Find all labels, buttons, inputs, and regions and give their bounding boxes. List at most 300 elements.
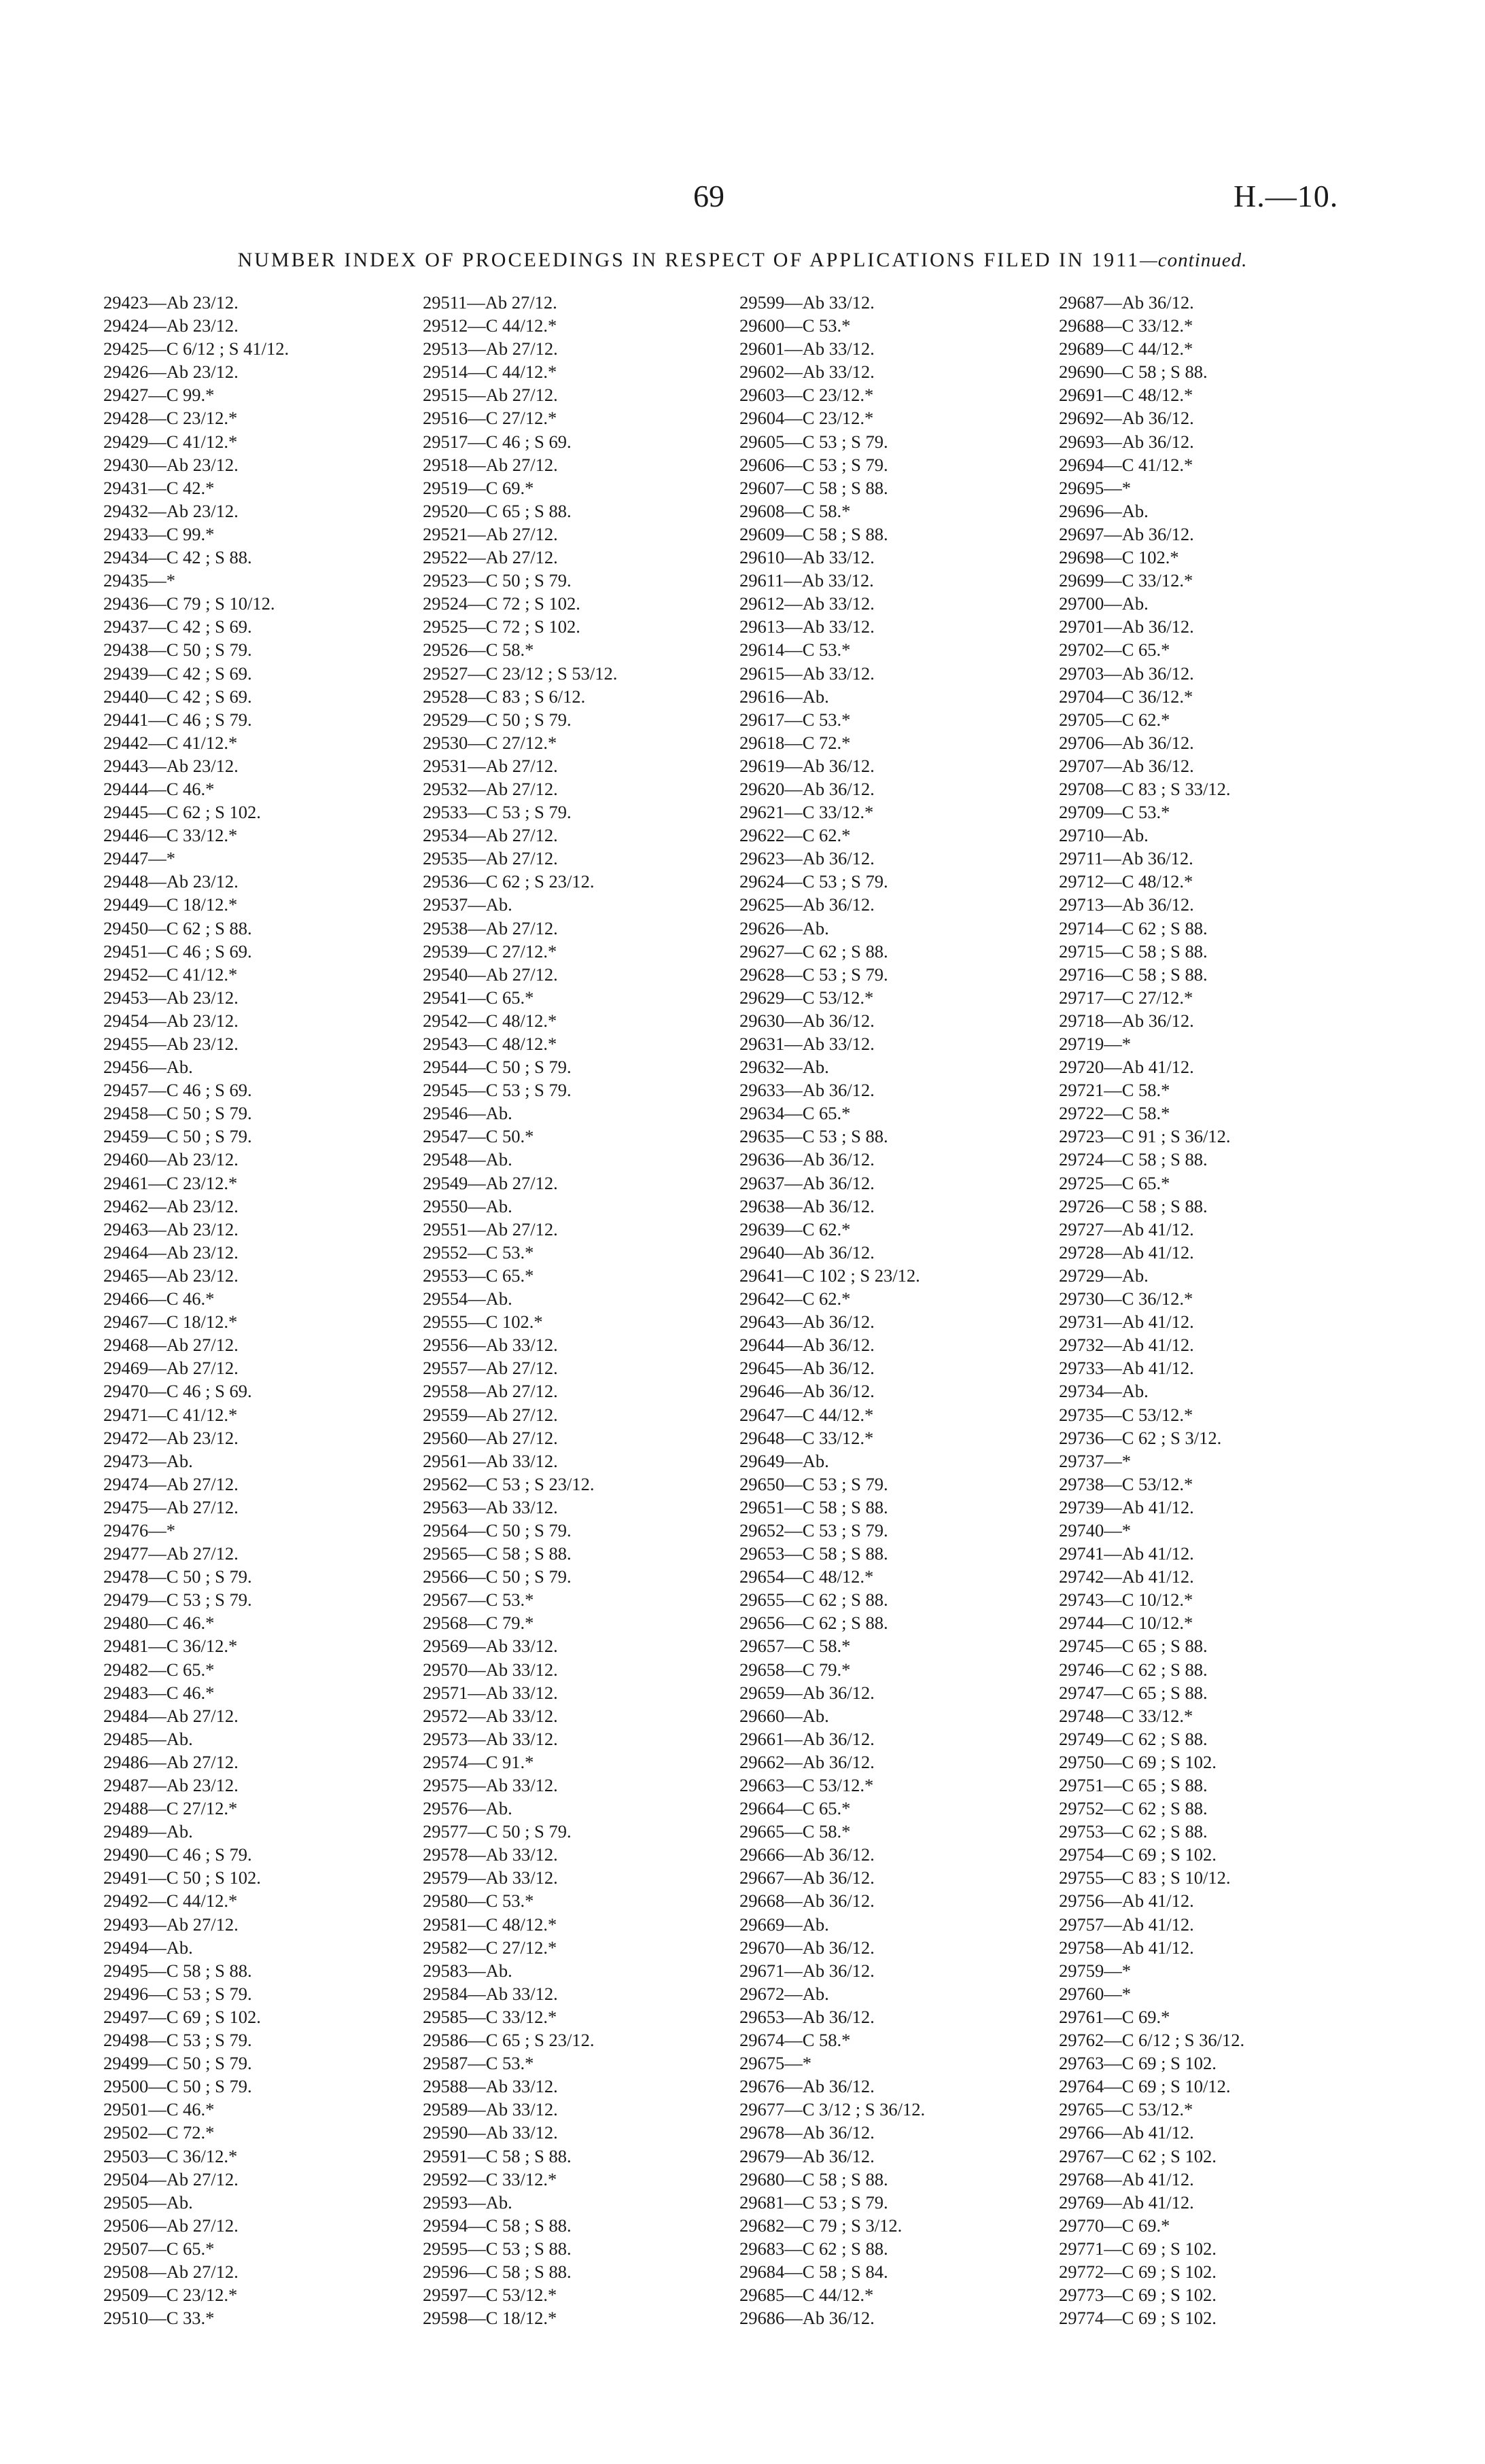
index-entry: 29759—*	[1059, 1960, 1131, 1981]
index-entry: 29557—Ab 27/12.	[423, 1358, 558, 1379]
index-entry: 29476—*	[103, 1519, 175, 1541]
index-entry: 29582—C 27/12.*	[423, 1937, 557, 1958]
index-column-3	[739, 291, 925, 2329]
index-entry: 29747—C 65 ; S 88.	[1059, 1682, 1208, 1703]
index-entry: 29742—Ab 41/12.	[1059, 1566, 1194, 1587]
index-entry: 29592—C 33/12.*	[423, 2168, 557, 2189]
index-entry: 29530—C 27/12.*	[423, 732, 557, 753]
index-entry: 29524—C 72 ; S 102.	[423, 593, 580, 614]
index-entry: 29757—Ab 41/12.	[1059, 1914, 1194, 1935]
index-entry: 29502—C 72.*	[103, 2122, 215, 2143]
index-entry: 29670—Ab 36/12.	[739, 1937, 875, 1958]
index-entry: 29730—C 36/12.*	[1059, 1288, 1193, 1309]
index-entry: 29754—C 69 ; S 102.	[1059, 1844, 1217, 1865]
index-entry: 29732—Ab 41/12.	[1059, 1335, 1194, 1356]
index-entry: 29484—Ab 27/12.	[103, 1705, 239, 1726]
index-entry: 29451—C 46 ; S 69.	[103, 940, 252, 962]
index-entry: 29467—C 18/12.*	[103, 1312, 238, 1333]
index-entry: 29721—C 58.*	[1059, 1080, 1170, 1101]
index-entry: 29740—*	[1059, 1519, 1131, 1541]
index-entry: 29707—Ab 36/12.	[1059, 755, 1194, 776]
index-entry: 29680—C 58 ; S 88.	[739, 2168, 888, 2189]
index-entry: 29505—Ab.	[103, 2192, 193, 2213]
index-entry: 29518—Ab 27/12.	[423, 454, 558, 475]
index-entry: 29545—C 53 ; S 79.	[423, 1080, 572, 1101]
index-title-continued: —continued.	[1140, 249, 1248, 271]
index-entry: 29458—C 50 ; S 79.	[103, 1103, 252, 1124]
index-entry: 29752—C 62 ; S 88.	[1059, 1798, 1208, 1819]
index-entry: 29620—Ab 36/12.	[739, 778, 875, 799]
index-entry: 29423—Ab 23/12.	[103, 292, 239, 313]
index-entry: 29541—C 65.*	[423, 987, 534, 1008]
index-entry: 29627—C 62 ; S 88.	[739, 940, 888, 962]
index-entry: 29763—C 69 ; S 102.	[1059, 2053, 1217, 2074]
index-entry: 29610—Ab 33/12.	[739, 547, 875, 568]
index-entry: 29536—C 62 ; S 23/12.	[423, 871, 595, 892]
index-entry: 29665—C 58.*	[739, 1821, 851, 1842]
index-entry: 29574—C 91.*	[423, 1751, 534, 1772]
index-entry: 29735—C 53/12.*	[1059, 1404, 1193, 1425]
index-entry: 29594—C 58 ; S 88.	[423, 2215, 572, 2236]
index-entry: 29577—C 50 ; S 79.	[423, 1821, 572, 1842]
index-entry: 29488—C 27/12.*	[103, 1798, 238, 1819]
index-entry: 29431—C 42.*	[103, 477, 215, 498]
index-entry: 29595—C 53 ; S 88.	[423, 2238, 572, 2259]
index-entry: 29653—Ab 36/12.	[739, 2006, 875, 2027]
index-entry: 29746—C 62 ; S 88.	[1059, 1659, 1208, 1680]
index-entry: 29605—C 53 ; S 79.	[739, 431, 888, 452]
index-entry: 29675—*	[739, 2053, 811, 2074]
index-entry: 29686—Ab 36/12.	[739, 2308, 875, 2329]
index-entry: 29600—C 53.*	[739, 315, 851, 336]
index-entry: 29569—Ab 33/12.	[423, 1636, 558, 1657]
index-entry: 29621—C 33/12.*	[739, 802, 874, 823]
index-entry: 29499—C 50 ; S 79.	[103, 2053, 252, 2074]
index-entry: 29507—C 65.*	[103, 2238, 215, 2259]
index-entry: 29714—C 62 ; S 88.	[1059, 917, 1208, 938]
index-entry: 29676—Ab 36/12.	[739, 2076, 875, 2097]
index-entry: 29547—C 50.*	[423, 1126, 534, 1147]
index-entry: 29494—Ab.	[103, 1937, 193, 1958]
index-entry: 29490—C 46 ; S 79.	[103, 1844, 252, 1865]
index-entry: 29506—Ab 27/12.	[103, 2215, 239, 2236]
index-entry: 29509—C 23/12.*	[103, 2285, 238, 2306]
index-entry: 29663—C 53/12.*	[739, 1775, 874, 1795]
index-entry: 29695—*	[1059, 477, 1131, 498]
index-entry: 29563—Ab 33/12.	[423, 1496, 558, 1517]
index-entry: 29481—C 36/12.*	[103, 1636, 238, 1657]
index-entry: 29591—C 58 ; S 88.	[423, 2145, 572, 2166]
index-entry: 29424—Ab 23/12.	[103, 315, 239, 336]
index-entry: 29572—Ab 33/12.	[423, 1705, 558, 1726]
index-entry: 29616—Ab.	[739, 686, 829, 707]
index-entry: 29539—C 27/12.*	[423, 940, 557, 962]
index-entry: 29597—C 53/12.*	[423, 2285, 557, 2306]
index-entry: 29705—C 62.*	[1059, 709, 1170, 730]
index-entry: 29521—Ab 27/12.	[423, 523, 558, 544]
index-entry: 29683—C 62 ; S 88.	[739, 2238, 888, 2259]
index-entry: 29498—C 53 ; S 79.	[103, 2030, 252, 2051]
index-entry: 29756—Ab 41/12.	[1059, 1890, 1194, 1912]
index-entry: 29624—C 53 ; S 79.	[739, 871, 888, 892]
index-entry: 29729—Ab.	[1059, 1265, 1149, 1286]
index-entry: 29701—Ab 36/12.	[1059, 616, 1194, 637]
index-entry: 29444—C 46.*	[103, 778, 215, 799]
index-entry: 29640—Ab 36/12.	[739, 1242, 875, 1263]
index-entry: 29456—Ab.	[103, 1057, 193, 1078]
index-entry: 29713—Ab 36/12.	[1059, 894, 1194, 915]
index-entry: 29669—Ab.	[739, 1914, 829, 1935]
index-entry: 29546—Ab.	[423, 1103, 512, 1124]
index-entry: 29738—C 53/12.*	[1059, 1473, 1193, 1494]
index-entry: 29625—Ab 36/12.	[739, 894, 875, 915]
index-entry: 29699—C 33/12.*	[1059, 570, 1193, 591]
index-entry: 29584—Ab 33/12.	[423, 1983, 558, 2004]
index-entry: 29528—C 83 ; S 6/12.	[423, 686, 586, 707]
index-entry: 29696—Ab.	[1059, 500, 1149, 521]
index-entry: 29585—C 33/12.*	[423, 2006, 557, 2027]
index-entry: 29440—C 42 ; S 69.	[103, 686, 252, 707]
index-entry: 29631—Ab 33/12.	[739, 1034, 875, 1054]
index-entry: 29644—Ab 36/12.	[739, 1335, 875, 1356]
index-entry: 29567—C 53.*	[423, 1589, 534, 1611]
index-entry: 29435—*	[103, 570, 175, 591]
index-entry: 29583—Ab.	[423, 1960, 512, 1981]
index-entry: 29637—Ab 36/12.	[739, 1172, 875, 1193]
index-entry: 29473—Ab.	[103, 1450, 193, 1471]
index-entry: 29606—C 53 ; S 79.	[739, 454, 888, 475]
index-entry: 29634—C 65.*	[739, 1103, 851, 1124]
index-entry: 29681—C 53 ; S 79.	[739, 2192, 888, 2213]
index-entry: 29690—C 58 ; S 88.	[1059, 362, 1208, 383]
index-entry: 29436—C 79 ; S 10/12.	[103, 593, 275, 614]
index-entry: 29617—C 53.*	[739, 709, 851, 730]
index-entry: 29635—C 53 ; S 88.	[739, 1126, 888, 1147]
index-entry: 29623—Ab 36/12.	[739, 848, 875, 869]
index-entry: 29666—Ab 36/12.	[739, 1844, 875, 1865]
index-entry: 29487—Ab 23/12.	[103, 1775, 239, 1795]
index-entry: 29667—Ab 36/12.	[739, 1867, 875, 1888]
index-entry: 29537—Ab.	[423, 894, 512, 915]
index-entry: 29650—C 53 ; S 79.	[739, 1473, 888, 1494]
index-entry: 29753—C 62 ; S 88.	[1059, 1821, 1208, 1842]
index-entry: 29758—Ab 41/12.	[1059, 1937, 1194, 1958]
index-entry: 29460—Ab 23/12.	[103, 1149, 239, 1170]
index-entry: 29692—Ab 36/12.	[1059, 408, 1194, 429]
index-entry: 29465—Ab 23/12.	[103, 1265, 239, 1286]
index-entry: 29446—C 33/12.*	[103, 825, 238, 846]
index-entry: 29581—C 48/12.*	[423, 1914, 557, 1935]
index-entry: 29540—Ab 27/12.	[423, 964, 558, 985]
index-entry: 29601—Ab 33/12.	[739, 338, 875, 359]
index-entry: 29562—C 53 ; S 23/12.	[423, 1473, 595, 1494]
index-entry: 29531—Ab 27/12.	[423, 755, 558, 776]
index-entry: 29691—C 48/12.*	[1059, 385, 1193, 406]
index-entry: 29454—Ab 23/12.	[103, 1010, 239, 1031]
index-entry: 29647—C 44/12.*	[739, 1404, 874, 1425]
index-entry: 29718—Ab 36/12.	[1059, 1010, 1194, 1031]
index-entry: 29704—C 36/12.*	[1059, 686, 1193, 707]
index-entry: 29741—Ab 41/12.	[1059, 1543, 1194, 1564]
index-entry: 29648—C 33/12.*	[739, 1427, 874, 1448]
index-entry: 29579—Ab 33/12.	[423, 1867, 558, 1888]
index-entry: 29717—C 27/12.*	[1059, 987, 1193, 1008]
index-entry: 29749—C 62 ; S 88.	[1059, 1728, 1208, 1749]
index-entry: 29668—Ab 36/12.	[739, 1890, 875, 1912]
index-entry: 29615—Ab 33/12.	[739, 663, 875, 684]
index-entry: 29474—Ab 27/12.	[103, 1473, 239, 1494]
index-entry: 29656—C 62 ; S 88.	[739, 1613, 888, 1634]
index-entry: 29514—C 44/12.*	[423, 362, 557, 383]
index-entry: 29760—*	[1059, 1983, 1131, 2004]
index-entry: 29654—C 48/12.*	[739, 1566, 874, 1587]
index-entry: 29589—Ab 33/12.	[423, 2099, 558, 2120]
index-entry: 29698—C 102.*	[1059, 547, 1179, 568]
index-entry: 29703—Ab 36/12.	[1059, 663, 1194, 684]
index-entry: 29646—Ab 36/12.	[739, 1381, 875, 1402]
index-entry: 29755—C 83 ; S 10/12.	[1059, 1867, 1231, 1888]
index-entry: 29771—C 69 ; S 102.	[1059, 2238, 1217, 2259]
index-entry: 29515—Ab 27/12.	[423, 385, 558, 406]
index-entry: 29734—Ab.	[1059, 1381, 1149, 1402]
index-entry: 29503—C 36/12.*	[103, 2145, 238, 2166]
index-entry: 29599—Ab 33/12.	[739, 292, 875, 313]
index-entry: 29657—C 58.*	[739, 1636, 851, 1657]
index-entry: 29773—C 69 ; S 102.	[1059, 2285, 1217, 2306]
index-entry: 29568—C 79.*	[423, 1613, 534, 1634]
index-entry: 29573—Ab 33/12.	[423, 1728, 558, 1749]
index-entry: 29682—C 79 ; S 3/12.	[739, 2215, 903, 2236]
index-entry: 29603—C 23/12.*	[739, 385, 874, 406]
index-entry: 29491—C 50 ; S 102.	[103, 1867, 261, 1888]
index-entry: 29523—C 50 ; S 79.	[423, 570, 572, 591]
index-entry: 29727—Ab 41/12.	[1059, 1218, 1194, 1239]
index-entry: 29483—C 46.*	[103, 1682, 215, 1703]
index-entry: 29710—Ab.	[1059, 825, 1149, 846]
index-entry: 29731—Ab 41/12.	[1059, 1312, 1194, 1333]
index-entry: 29439—C 42 ; S 69.	[103, 663, 252, 684]
index-entry: 29513—Ab 27/12.	[423, 338, 558, 359]
index-entry: 29719—*	[1059, 1034, 1131, 1054]
index-entry: 29725—C 65.*	[1059, 1172, 1170, 1193]
index-title	[0, 249, 1485, 272]
index-entry: 29649—Ab.	[739, 1450, 829, 1471]
index-entry: 29684—C 58 ; S 84.	[739, 2261, 888, 2282]
index-entry: 29743—C 10/12.*	[1059, 1589, 1193, 1611]
index-entry: 29694—C 41/12.*	[1059, 454, 1193, 475]
index-entry: 29438—C 50 ; S 79.	[103, 639, 252, 661]
index-entry: 29720—Ab 41/12.	[1059, 1057, 1194, 1078]
index-entry: 29659—Ab 36/12.	[739, 1682, 875, 1703]
index-entry: 29555—C 102.*	[423, 1312, 543, 1333]
index-entry: 29497—C 69 ; S 102.	[103, 2006, 261, 2027]
index-entry: 29622—C 62.*	[739, 825, 851, 846]
index-entry: 29566—C 50 ; S 79.	[423, 1566, 572, 1587]
index-entry: 29561—Ab 33/12.	[423, 1450, 558, 1471]
index-entry: 29455—Ab 23/12.	[103, 1034, 239, 1054]
index-entry: 29570—Ab 33/12.	[423, 1659, 558, 1680]
index-entry: 29552—C 53.*	[423, 1242, 534, 1263]
index-entry: 29449—C 18/12.*	[103, 894, 238, 915]
index-entry: 29737—*	[1059, 1450, 1131, 1471]
index-entry: 29447—*	[103, 848, 175, 869]
index-entry: 29764—C 69 ; S 10/12.	[1059, 2076, 1231, 2097]
index-column-4	[1059, 291, 1244, 2329]
index-entry: 29608—C 58.*	[739, 500, 851, 521]
index-entry: 29655—C 62 ; S 88.	[739, 1589, 888, 1611]
index-entry: 29522—Ab 27/12.	[423, 547, 558, 568]
index-entry: 29526—C 58.*	[423, 639, 534, 661]
index-entry: 29593—Ab.	[423, 2192, 512, 2213]
index-entry: 29486—Ab 27/12.	[103, 1751, 239, 1772]
index-entry: 29772—C 69 ; S 102.	[1059, 2261, 1217, 2282]
index-entry: 29770—C 69.*	[1059, 2215, 1170, 2236]
index-entry: 29432—Ab 23/12.	[103, 500, 239, 521]
index-entry: 29478—C 50 ; S 79.	[103, 1566, 252, 1587]
document-code: H.—10.	[1234, 179, 1339, 213]
index-entry: 29678—Ab 36/12.	[739, 2122, 875, 2143]
index-entry: 29463—Ab 23/12.	[103, 1218, 239, 1239]
index-entry: 29548—Ab.	[423, 1149, 512, 1170]
index-entry: 29697—Ab 36/12.	[1059, 523, 1194, 544]
index-entry: 29485—Ab.	[103, 1728, 193, 1749]
index-entry: 29651—C 58 ; S 88.	[739, 1496, 888, 1517]
index-entry: 29614—C 53.*	[739, 639, 851, 661]
index-entry: 29609—C 58 ; S 88.	[739, 523, 888, 544]
index-entry: 29643—Ab 36/12.	[739, 1312, 875, 1333]
index-entry: 29469—Ab 27/12.	[103, 1358, 239, 1379]
index-entry: 29612—Ab 33/12.	[739, 593, 875, 614]
index-entry: 29739—Ab 41/12.	[1059, 1496, 1194, 1517]
index-entry: 29652—C 53 ; S 79.	[739, 1519, 888, 1541]
index-entry: 29641—C 102 ; S 23/12.	[739, 1265, 920, 1286]
index-entry: 29613—Ab 33/12.	[739, 616, 875, 637]
index-entry: 29492—C 44/12.*	[103, 1890, 238, 1912]
index-entry: 29442—C 41/12.*	[103, 732, 238, 753]
index-entry: 29434—C 42 ; S 88.	[103, 547, 252, 568]
index-entry: 29578—Ab 33/12.	[423, 1844, 558, 1865]
index-entry: 29750—C 69 ; S 102.	[1059, 1751, 1217, 1772]
index-entry: 29664—C 65.*	[739, 1798, 851, 1819]
index-entry: 29441—C 46 ; S 79.	[103, 709, 252, 730]
index-entry: 29685—C 44/12.*	[739, 2285, 874, 2306]
index-entry: 29633—Ab 36/12.	[739, 1080, 875, 1101]
index-entry: 29671—Ab 36/12.	[739, 1960, 875, 1981]
index-entry: 29604—C 23/12.*	[739, 408, 874, 429]
index-entry: 29459—C 50 ; S 79.	[103, 1126, 252, 1147]
index-entry: 29774—C 69 ; S 102.	[1059, 2308, 1217, 2329]
index-entry: 29533—C 53 ; S 79.	[423, 802, 572, 823]
index-entry: 29702—C 65.*	[1059, 639, 1170, 661]
index-entry: 29733—Ab 41/12.	[1059, 1358, 1194, 1379]
index-entry: 29553—C 65.*	[423, 1265, 534, 1286]
index-entry: 29767—C 62 ; S 102.	[1059, 2145, 1217, 2166]
index-entry: 29726—C 58 ; S 88.	[1059, 1195, 1208, 1216]
index-entry: 29511—Ab 27/12.	[423, 292, 557, 313]
index-entry: 29443—Ab 23/12.	[103, 755, 239, 776]
index-entry: 29693—Ab 36/12.	[1059, 431, 1194, 452]
index-column-1	[103, 291, 289, 2329]
index-entry: 29590—Ab 33/12.	[423, 2122, 558, 2143]
page-number: 69	[693, 179, 724, 213]
index-entry: 29630—Ab 36/12.	[739, 1010, 875, 1031]
index-entry: 29461—C 23/12.*	[103, 1172, 238, 1193]
index-entry: 29712—C 48/12.*	[1059, 871, 1193, 892]
index-entry: 29728—Ab 41/12.	[1059, 1242, 1194, 1263]
index-entry: 29628—C 53 ; S 79.	[739, 964, 888, 985]
index-entry: 29510—C 33.*	[103, 2308, 215, 2329]
index-entry: 29632—Ab.	[739, 1057, 829, 1078]
index-entry: 29700—Ab.	[1059, 593, 1149, 614]
index-entry: 29661—Ab 36/12.	[739, 1728, 875, 1749]
index-entry: 29660—Ab.	[739, 1705, 829, 1726]
index-entry: 29769—Ab 41/12.	[1059, 2192, 1194, 2213]
index-entry: 29466—C 46.*	[103, 1288, 215, 1309]
index-entry: 29493—Ab 27/12.	[103, 1914, 239, 1935]
index-entry: 29534—Ab 27/12.	[423, 825, 558, 846]
index-entry: 29716—C 58 ; S 88.	[1059, 964, 1208, 985]
index-title-main: NUMBER INDEX OF PROCEEDINGS IN RESPECT OF APPLICATIONS FILED IN 1911	[237, 249, 1140, 271]
index-entry: 29645—Ab 36/12.	[739, 1358, 875, 1379]
index-entry: 29639—C 62.*	[739, 1218, 851, 1239]
index-entry: 29472—Ab 23/12.	[103, 1427, 239, 1448]
index-entry: 29525—C 72 ; S 102.	[423, 616, 580, 637]
index-entry: 29598—C 18/12.*	[423, 2308, 557, 2329]
index-entry: 29586—C 65 ; S 23/12.	[423, 2030, 595, 2051]
index-entry: 29543—C 48/12.*	[423, 1034, 557, 1054]
index-column-2	[423, 291, 617, 2329]
index-entry: 29542—C 48/12.*	[423, 1010, 557, 1031]
index-entry: 29538—Ab 27/12.	[423, 917, 558, 938]
index-entry: 29602—Ab 33/12.	[739, 362, 875, 383]
index-entry: 29629—C 53/12.*	[739, 987, 874, 1008]
index-entry: 29479—C 53 ; S 79.	[103, 1589, 252, 1611]
index-entry: 29642—C 62.*	[739, 1288, 851, 1309]
index-entry: 29554—Ab.	[423, 1288, 512, 1309]
index-entry: 29596—C 58 ; S 88.	[423, 2261, 572, 2282]
index-entry: 29544—C 50 ; S 79.	[423, 1057, 572, 1078]
index-entry: 29427—C 99.*	[103, 385, 215, 406]
index-entry: 29529—C 50 ; S 79.	[423, 709, 572, 730]
index-entry: 29475—Ab 27/12.	[103, 1496, 239, 1517]
index-entry: 29453—Ab 23/12.	[103, 987, 239, 1008]
index-entry: 29736—C 62 ; S 3/12.	[1059, 1427, 1222, 1448]
index-entry: 29638—Ab 36/12.	[739, 1195, 875, 1216]
index-entry: 29565—C 58 ; S 88.	[423, 1543, 572, 1564]
index-entry: 29428—C 23/12.*	[103, 408, 238, 429]
index-entry: 29672—Ab.	[739, 1983, 829, 2004]
index-entry: 29768—Ab 41/12.	[1059, 2168, 1194, 2189]
index-entry: 29688—C 33/12.*	[1059, 315, 1193, 336]
index-entry: 29559—Ab 27/12.	[423, 1404, 558, 1425]
index-entry: 29445—C 62 ; S 102.	[103, 802, 261, 823]
index-entry: 29607—C 58 ; S 88.	[739, 477, 888, 498]
index-entry: 29619—Ab 36/12.	[739, 755, 875, 776]
index-entry: 29496—C 53 ; S 79.	[103, 1983, 252, 2004]
index-entry: 29457—C 46 ; S 69.	[103, 1080, 252, 1101]
index-entry: 29724—C 58 ; S 88.	[1059, 1149, 1208, 1170]
index-entry: 29489—Ab.	[103, 1821, 193, 1842]
index-entry: 29558—Ab 27/12.	[423, 1381, 558, 1402]
index-entry: 29766—Ab 41/12.	[1059, 2122, 1194, 2143]
index-entry: 29501—C 46.*	[103, 2099, 215, 2120]
index-entry: 29471—C 41/12.*	[103, 1404, 238, 1425]
index-entry: 29512—C 44/12.*	[423, 315, 557, 336]
index-entry: 29450—C 62 ; S 88.	[103, 917, 252, 938]
index-entry: 29477—Ab 27/12.	[103, 1543, 239, 1564]
index-entry: 29762—C 6/12 ; S 36/12.	[1059, 2030, 1245, 2051]
index-entry: 29706—Ab 36/12.	[1059, 732, 1194, 753]
